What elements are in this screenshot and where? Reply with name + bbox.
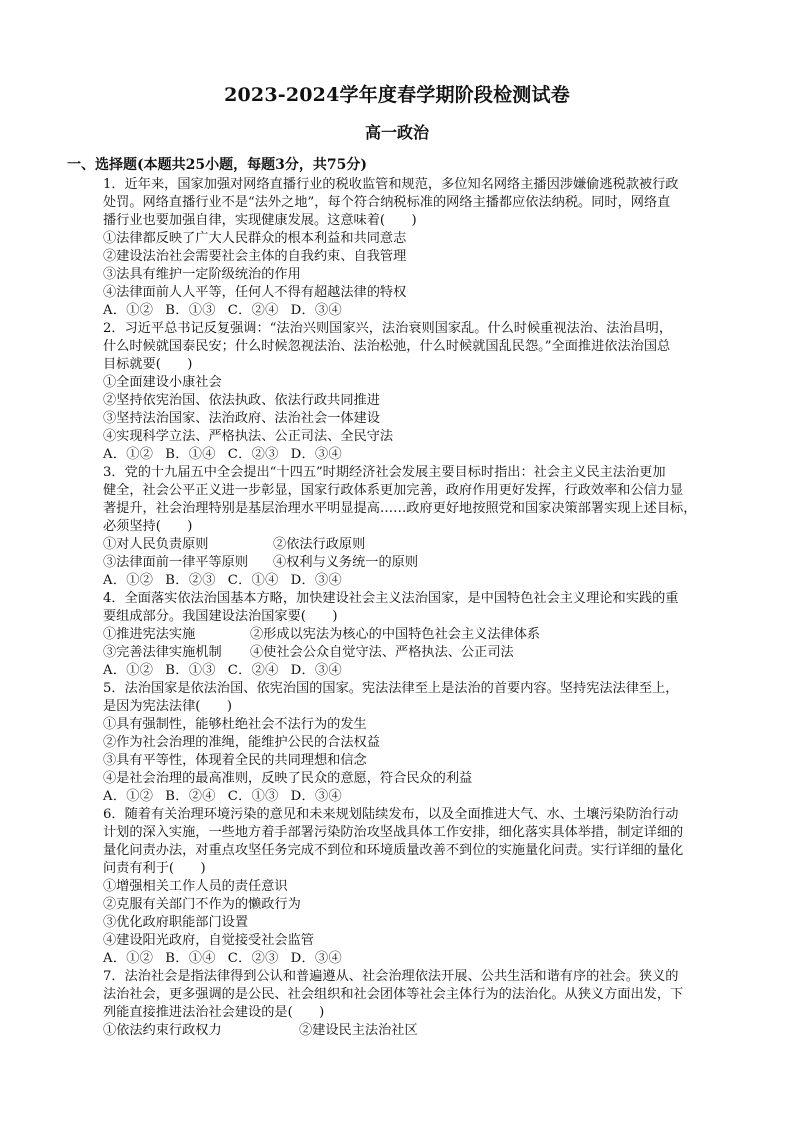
answer-choice-b: B．①③: [165, 663, 216, 678]
statement-option: ④法律面前人人平等，任何人不得有超越法律的特权: [103, 285, 407, 300]
question-4: [103, 590, 725, 680]
statement-option: ①推进宪法实施: [103, 627, 196, 642]
statement-option: ②建设民主法治社区: [299, 1023, 418, 1038]
question-stem-line: 播行业也要加强自律，实现健康发展。这意味着( ): [103, 213, 417, 228]
question-stem-line: 处罚。网络直播行业不是“法外之地”，每个符合纳税标准的网络主播都应依法纳税。同时，网络直: [103, 195, 671, 210]
question-stem-line: 列能直接推进法治社会建设的是( ): [103, 1005, 325, 1020]
question-stem-line: 问责有利于( ): [103, 861, 206, 876]
statement-option: ①全面建设小康社会: [103, 375, 222, 390]
question-stem-line: 要组成部分。我国建设法治国家要( ): [103, 609, 338, 624]
question-stem-line: 什么时候就国泰民安；什么时候忽视法治、法治松弛，什么时候就国乱民怨。”全面推进依法治国总: [103, 339, 671, 354]
question-stem-line: 健全，社会公平正义进一步彰显，国家行政体系更加完善，政府作用更好发挥，行政效率和公信力显: [103, 483, 684, 498]
section-heading: 一、选择题(本题共25小题，每题3分，共75分): [67, 157, 367, 173]
answer-choice-d: D．③④: [290, 303, 342, 318]
answer-choice-b: B．①④: [165, 447, 216, 462]
statement-option: ②克服有关部门不作为的懒政行为: [103, 897, 301, 912]
statement-option: ④权利与义务统一的原则: [273, 555, 419, 570]
page-subtitle: 高一政治: [364, 123, 429, 142]
answer-choice-c: C．②④: [227, 303, 279, 318]
answer-choice-d: D．③④: [290, 447, 342, 462]
statement-option: ③坚持法治国家、法治政府、法治社会一体建设: [103, 411, 380, 426]
statement-option: ③法具有维护一定阶级统治的作用: [103, 267, 301, 282]
question-stem-line: 6．随着有关治理环境污染的意见和未来规划陆续发布，以及全面推进大气、水、土壤污染防治行动: [103, 807, 679, 822]
statement-option-row: [103, 554, 725, 572]
statement-option: ②形成以宪法为核心的中国特色社会主义法律体系: [250, 627, 541, 642]
question-stem-line: 5．法治国家是依法治国、依宪治国的国家。宪法法律至上是法治的首要内容。坚持宪法法律至上，: [103, 681, 679, 696]
answer-choice-c: C．②③: [227, 951, 279, 966]
statement-option: ①增强相关工作人员的责任意识: [103, 879, 288, 894]
statement-option: ③优化政府职能部门设置: [103, 915, 249, 930]
question-list: [103, 176, 725, 1040]
answer-choice-c: C．②③: [227, 447, 279, 462]
statement-option: ②建设法治社会需要社会主体的自我约束、自我管理: [103, 249, 407, 264]
statement-option: ①法律都反映了广大人民群众的根本利益和共同意志: [103, 231, 407, 246]
statement-option: ①对人民负责原则: [103, 537, 209, 552]
answer-choices: [103, 662, 725, 680]
statement-option-row: [103, 536, 725, 554]
answer-choices: [103, 950, 725, 968]
question-stem-line: 目标就要( ): [103, 357, 193, 372]
page-title: 2023-2024学年度春学期阶段检测试卷: [224, 84, 570, 106]
answer-choice-b: B．①③: [165, 303, 216, 318]
answer-choice-c: C．①③: [227, 789, 279, 804]
statement-option: ①依法约束行政权力: [103, 1023, 222, 1038]
statement-option-row: [103, 626, 725, 644]
answer-choice-c: C．①④: [227, 573, 279, 588]
question-1: [103, 176, 725, 320]
question-stem-line: 是因为宪法法律( ): [103, 699, 232, 714]
answer-choice-a: A．①②: [103, 303, 154, 318]
question-6: [103, 806, 725, 968]
statement-option: ①具有强制性，能够杜绝社会不法行为的发生: [103, 717, 367, 732]
answer-choice-c: C．②④: [227, 663, 279, 678]
statement-option: ④建设阳光政府，自觉接受社会监管: [103, 933, 314, 948]
question-stem-line: 法治社会，更多强调的是公民、社会组织和社会团体等社会主体行为的法治化。从狭义方面出发，下: [103, 987, 684, 1002]
answer-choice-d: D．③④: [290, 951, 342, 966]
answer-choice-a: A．①②: [103, 447, 154, 462]
statement-option: ②依法行政原则: [273, 537, 366, 552]
question-stem-line: 量化问责办法，对重点攻坚任务完成不到位和环境质量改善不到位的实施量化问责。实行详细的量化: [103, 843, 684, 858]
answer-choice-d: D．③④: [290, 573, 342, 588]
question-stem-line: 7．法治社会是指法律得到公认和普遍遵从、社会治理依法开展、公共生活和谐有序的社会。狭义的: [103, 969, 679, 984]
question-stem-line: 2．习近平总书记反复强调：“法治兴则国家兴，法治衰则国家乱。什么时候重视法治、法治昌明，: [103, 321, 673, 336]
answer-choice-a: A．①②: [103, 663, 154, 678]
statement-option: ④实现科学立法、严格执法、公正司法、全民守法: [103, 429, 394, 444]
answer-choices: [103, 572, 725, 590]
answer-choice-a: A．①②: [103, 789, 154, 804]
statement-option: ②坚持依宪治国、依法执政、依法行政共同推进: [103, 393, 380, 408]
statement-option: ③法律面前一律平等原则: [103, 555, 249, 570]
question-stem-line: 3．党的十九届五中全会提出“十四五”时期经济社会发展主要目标时指出：社会主义民主法治更加: [103, 465, 666, 480]
answer-choice-a: A．①②: [103, 573, 154, 588]
answer-choices: [103, 446, 725, 464]
question-stem-line: 1．近年来，国家加强对网络直播行业的税收监管和规范，多位知名网络主播因涉嫌偷逃税款被行政: [103, 177, 679, 192]
answer-choice-d: D．③④: [290, 663, 342, 678]
statement-option: ④使社会公众自觉守法、严格执法、公正司法: [250, 645, 514, 660]
statement-option: ④是社会治理的最高准则，反映了民众的意愿，符合民众的利益: [103, 771, 473, 786]
question-3: [103, 464, 725, 590]
answer-choice-d: D．③④: [290, 789, 342, 804]
statement-option: ③具有平等性，体现着全民的共同理想和信念: [103, 753, 367, 768]
question-stem-line: 计划的深入实施，一些地方着手部署污染防治攻坚战具体工作安排，细化落实具体举措，制定详细的: [103, 825, 684, 840]
question-2: [103, 320, 725, 464]
question-stem-line: 著提升，社会治理特别是基层治理水平明显提高……政府更好地按照党和国家决策部署实现上述目标，: [103, 501, 697, 516]
statement-option-row: [103, 644, 725, 662]
answer-choice-a: A．①②: [103, 951, 154, 966]
answer-choice-b: B．②④: [165, 789, 216, 804]
question-stem-line: 必须坚持( ): [103, 519, 193, 534]
answer-choice-b: B．②③: [165, 573, 216, 588]
question-7: [103, 968, 725, 1040]
answer-choice-b: B．①④: [165, 951, 216, 966]
answer-choices: [103, 302, 725, 320]
question-stem-line: 4．全面落实依法治国基本方略，加快建设社会主义法治国家，是中国特色社会主义理论和实践的重: [103, 591, 679, 606]
statement-option-row: [103, 1022, 725, 1040]
answer-choices: [103, 788, 725, 806]
question-5: [103, 680, 725, 806]
statement-option: ③完善法律实施机制: [103, 645, 222, 660]
statement-option: ②作为社会治理的准绳，能维护公民的合法权益: [103, 735, 380, 750]
